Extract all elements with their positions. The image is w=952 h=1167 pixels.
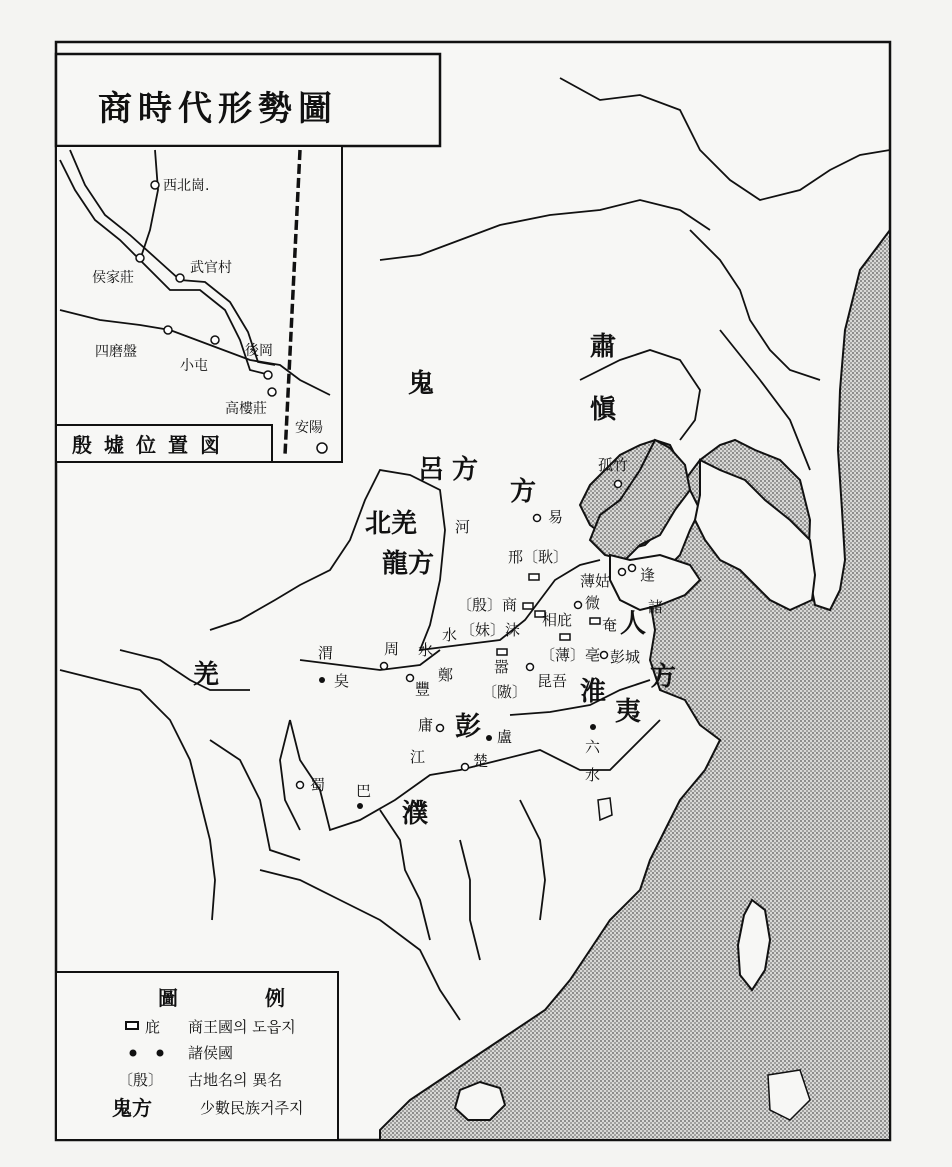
place-xing: 邢〔耿〕: [508, 548, 569, 566]
place-yi: 易: [548, 508, 564, 526]
region-qiang: 羌: [193, 660, 220, 690]
marker-feng-capital: [407, 675, 414, 682]
legend-capital-desc: 商王國의 도읍지: [188, 1018, 296, 1036]
marker-zhou: [381, 663, 388, 670]
place-ao-alt: 〔隞〕: [482, 683, 528, 701]
inset-marker-hougang: [264, 371, 272, 379]
inset-marker-anyang: [317, 443, 327, 453]
place-feng: 逢: [640, 566, 656, 584]
marker-yan: [590, 618, 600, 624]
marker-yong: [437, 725, 444, 732]
region-renfang-fang: 方: [650, 662, 677, 692]
place-wei: 微: [585, 594, 601, 612]
inset-label-hougang: 後岡: [245, 343, 273, 359]
place-bo: 〔薄〕亳: [540, 646, 601, 664]
inset-marker-houjiazhuang: [136, 254, 144, 262]
region-huaiyi-yi: 夷: [615, 697, 642, 727]
inset-title: 殷墟位置図: [72, 433, 232, 457]
legend-capital-sample: 庇: [145, 1018, 161, 1036]
region-gui: 鬼: [408, 369, 435, 399]
place-yan: 奄: [602, 616, 618, 634]
marker-ao: [497, 649, 507, 655]
region-sushen-2: 愼: [590, 395, 617, 425]
region-beiqiang: 北羌: [365, 509, 418, 539]
river-label-shui2: 水: [442, 626, 458, 644]
marker-shu: [297, 782, 304, 789]
place-kunwu: 昆吾: [537, 672, 568, 690]
legend-title: 圖 例: [158, 986, 325, 1010]
place-pengcheng: 彭城: [610, 648, 641, 666]
inset-label-xibeigang: 西北崗.: [163, 178, 210, 194]
region-peng: 彭: [455, 712, 482, 742]
inset-label-houjiazhuang: 侯家莊: [92, 270, 134, 286]
legend-minority-desc: 少數民族거주지: [200, 1099, 304, 1117]
river-label-he: 河: [455, 518, 471, 536]
place-zheng: 鄭: [438, 666, 454, 684]
place-xiangbi: 相庇: [542, 611, 573, 629]
region-lufang: 呂方: [418, 455, 487, 485]
inset-label-anyang: 安陽: [295, 420, 323, 436]
region-renfang-ren: 人: [620, 609, 647, 639]
place-chu: 楚: [473, 752, 489, 770]
place-tai: 㚖: [334, 672, 350, 690]
place-yin-shang: 〔殷〕商: [457, 596, 518, 614]
place-shu: 蜀: [310, 776, 326, 794]
place-ao: 嚣: [494, 658, 510, 676]
marker-feng: [629, 565, 636, 572]
place-feng-capital: 豐: [415, 680, 431, 698]
place-lu: 盧: [497, 728, 513, 746]
inset-label-gaolouzhuang: 高樓莊: [225, 401, 267, 417]
inset-marker-xiaotun: [211, 336, 219, 344]
marker-tai: [319, 677, 325, 683]
inset-label-xiaotun: 小屯: [180, 358, 208, 374]
marker-xing: [529, 574, 539, 580]
river-label-wei: 渭: [318, 644, 334, 662]
place-bogu: 薄姑: [580, 572, 611, 590]
marker-bogu: [619, 569, 626, 576]
place-mei-mo: 〔妹〕沫: [460, 621, 521, 639]
marker-xiangbi: [560, 634, 570, 640]
inset-label-simopan: 四磨盤: [95, 344, 137, 360]
marker-yi: [534, 515, 541, 522]
legend-minority-sample: 鬼方: [112, 1096, 152, 1120]
marker-shang: [523, 603, 533, 609]
marker-pengcheng: [601, 652, 608, 659]
marker-liu: [590, 724, 596, 730]
map-title: 商時代形勢圖: [98, 89, 338, 129]
place-ba: 巴: [356, 782, 372, 800]
place-zhou: 周: [384, 640, 400, 658]
river-label-liu: 六: [585, 738, 601, 756]
marker-wei: [575, 602, 582, 609]
legend-altname-desc: 古地名의 異名: [188, 1071, 283, 1089]
region-pu: 濮: [402, 799, 429, 829]
inset-label-wuguancun: 武官村: [190, 260, 232, 276]
inset-marker-simopan: [164, 326, 172, 334]
place-yong: 庸: [418, 716, 434, 734]
inset-marker-gaolouzhuang: [268, 388, 276, 396]
inset-marker-xibeigang: [151, 181, 159, 189]
region-sushen-1: 肅: [590, 332, 617, 362]
marker-kunwu: [527, 664, 534, 671]
region-fang-north: 方: [510, 477, 537, 507]
marker-lu: [486, 735, 492, 741]
legend-state-desc: 諸侯國: [188, 1044, 234, 1062]
legend-state-symbol-1: [130, 1050, 137, 1057]
river-label-jiang: 江: [410, 748, 426, 766]
river-label-shui1: 水: [418, 641, 434, 659]
region-longfang: 龍方: [382, 549, 435, 579]
river-label-shui3: 水: [585, 766, 601, 784]
legend-capital-symbol: [126, 1022, 138, 1029]
marker-guzhu: [615, 481, 622, 488]
place-zhu: 諸: [648, 598, 664, 616]
legend-altname-sample: 〔殷〕: [118, 1071, 164, 1089]
marker-ba: [357, 803, 363, 809]
marker-chu: [462, 764, 469, 771]
inset-marker-wuguancun: [176, 274, 184, 282]
place-guzhu: 孤竹: [598, 456, 629, 474]
region-huaiyi-huai: 淮: [580, 677, 607, 707]
legend-state-symbol-2: [157, 1050, 164, 1057]
